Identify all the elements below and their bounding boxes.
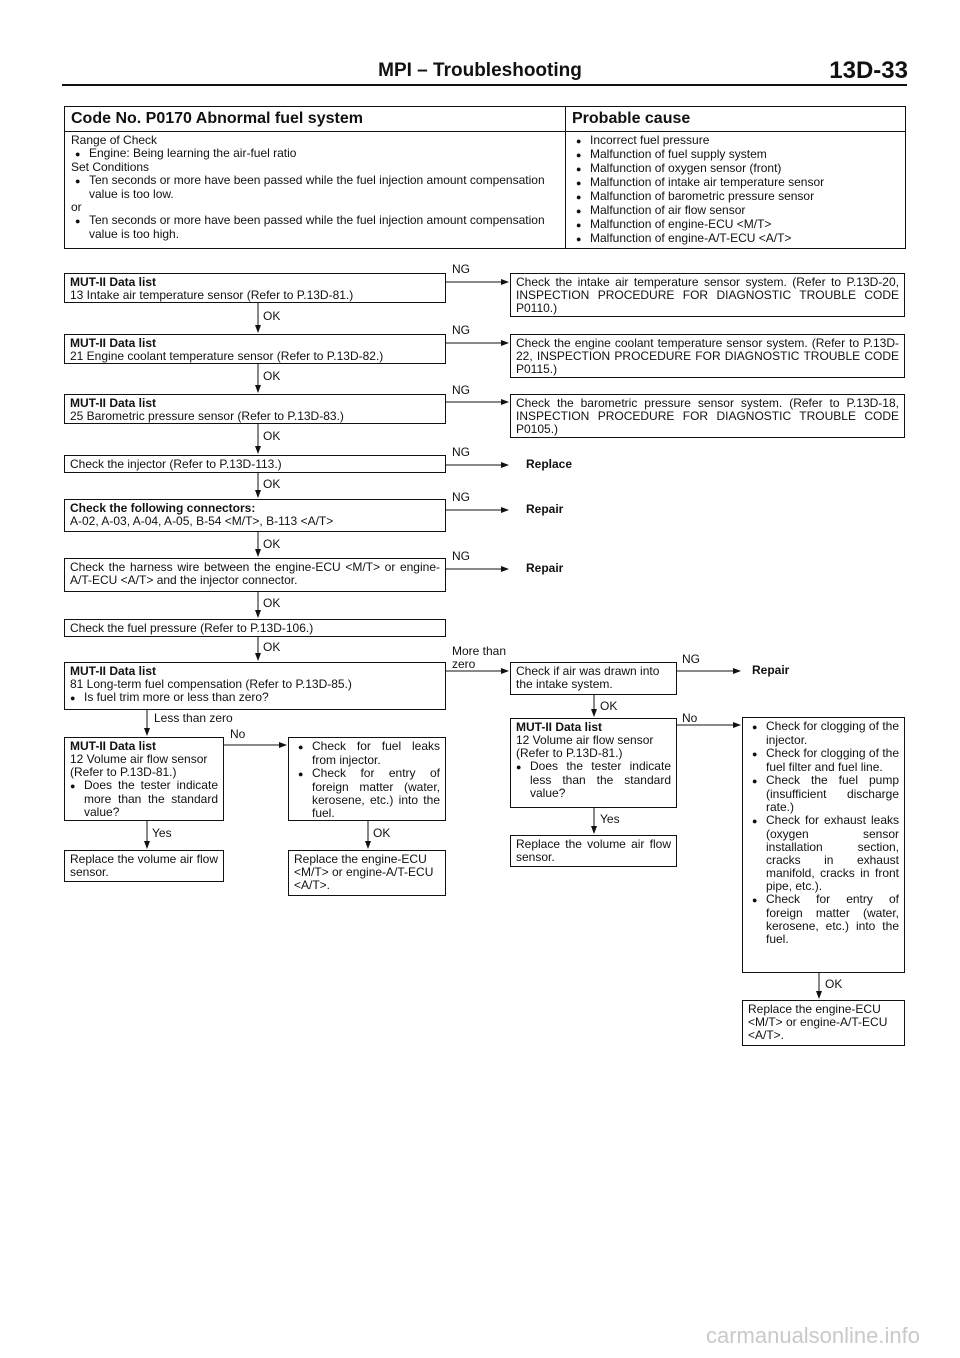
step5-text: A-02, A-03, A-04, A-05, B-54 <M/T>, B-113 <A/T> — [70, 514, 334, 528]
cause-item: ● Incorrect fuel pressure — [572, 134, 899, 148]
step5-title: Check the following connectors: — [70, 501, 256, 515]
cause-item: ● Malfunction of engine-ECU <M/T> — [572, 218, 899, 232]
step8-bullet: ● Is fuel trim more or less than zero? — [70, 691, 440, 705]
right-no-item: ● Check the fuel pump (insufficient discharge rate.) — [748, 774, 899, 814]
step2-title: MUT-II Data list — [70, 336, 157, 350]
right-air-ok-label: OK — [600, 699, 618, 713]
step1-box — [64, 273, 446, 303]
step1-title: MUT-II Data list — [70, 275, 157, 289]
right-no-item: ● Check for clogging of the fuel filter and fuel line. — [748, 747, 899, 774]
step1-ng-label: NG — [452, 262, 470, 276]
step2-text: 21 Engine coolant temperature sensor (Refer to P.13D-82.) — [70, 349, 384, 363]
right-no-item: ● Check for clogging of the injector. — [748, 720, 899, 747]
cause-item: ● Malfunction of barometric pressure sensor — [572, 190, 899, 204]
left-no-item: ● Check for fuel leaks from injector. — [294, 740, 440, 767]
right-air-ng-result: Repair — [752, 663, 790, 677]
set-item: ● Ten seconds or more have been passed while the fuel injection amount compensation value is too high. — [71, 214, 559, 241]
more-than-zero-label: More than zero — [452, 644, 507, 671]
code-heading: Code No. P0170 Abnormal fuel system — [65, 107, 566, 132]
step3-title: MUT-II Data list — [70, 396, 157, 410]
step2-ok-label: OK — [263, 369, 281, 383]
left-af-bullet: ● Does the tester indicate more than the standard value? — [70, 779, 218, 819]
step6-ng-result: Repair — [526, 561, 564, 575]
left-no-item: ● Check for entry of foreign matter (water, kerosene, etc.) into the fuel. — [294, 767, 440, 820]
step5-ok-label: OK — [263, 537, 281, 551]
left-ok-label: OK — [373, 826, 391, 840]
step6-ok-label: OK — [263, 596, 281, 610]
range-label: Range of Check — [71, 133, 158, 147]
right-air-box: Check if air was drawn into the intake system. — [510, 662, 677, 695]
right-af-bullet: ● Does the tester indicate less than the standard value? — [516, 760, 671, 800]
step8-box — [64, 662, 446, 710]
set-item: ● Ten seconds or more have been passed while the fuel injection amount compensation value is too low. — [71, 174, 559, 201]
step1-ng-box: Check the intake air temperature sensor system. (Refer to P.13D-20, INSPECTION PROCEDURE FOR DIAGNOSTIC TROUBLE CODE P0110.) — [510, 273, 905, 317]
less-than-zero-label: Less than zero — [154, 711, 233, 725]
step2-ng-box: Check the engine coolant temperature sensor system. (Refer to P.13D-22, INSPECTION PROCEDURE FOR DIAGNOSTIC TROUBLE CODE P0115.) — [510, 334, 905, 378]
cause-item: ● Malfunction of oxygen sensor (front) — [572, 162, 899, 176]
step5-box — [64, 499, 446, 532]
left-af-box — [64, 737, 224, 821]
or-label: or — [71, 200, 82, 214]
left-no-box — [288, 737, 446, 821]
cause-item: ● Malfunction of engine-A/T-ECU <A/T> — [572, 232, 899, 246]
step1-text: 13 Intake air temperature sensor (Refer to P.13D-81.) — [70, 288, 354, 302]
left-af-text: 12 Volume air flow sensor (Refer to P.13D-81.) — [70, 752, 208, 779]
step3-box — [64, 394, 446, 424]
right-af-text: 12 Volume air flow sensor (Refer to P.13D-81.) — [516, 733, 654, 760]
right-ok-label: OK — [825, 977, 843, 991]
right-no-item: ● Check for exhaust leaks (oxygen sensor installation section, cracks in exhaust manifold, cracks in front pipe, etc.). — [748, 814, 899, 893]
set-label: Set Conditions — [71, 160, 150, 174]
step3-ng-box: Check the barometric pressure sensor system. (Refer to P.13D-18, INSPECTION PROCEDURE FOR DIAGNOSTIC TROUBLE CODE P0105.) — [510, 394, 905, 438]
cause-item: ● Malfunction of intake air temperature sensor — [572, 176, 899, 190]
step3-ng-label: NG — [452, 383, 470, 397]
step6-ng-label: NG — [452, 549, 470, 563]
right-af-title: MUT-II Data list — [516, 720, 603, 734]
left-replace-af-box: Replace the volume air flow sensor. — [64, 850, 224, 882]
step1-ok-label: OK — [263, 309, 281, 323]
right-yes-label: Yes — [600, 812, 620, 826]
step2-box — [64, 334, 446, 364]
step6-box: Check the harness wire between the engine-ECU <M/T> or engine-A/T-ECU <A/T> and the injector connector. — [64, 558, 446, 592]
right-af-box — [510, 718, 677, 808]
site-watermark: carmanualsonline.info — [705, 1323, 920, 1348]
left-replace-ecu-box: Replace the engine-ECU <M/T> or engine-A/T-ECU <A/T>. — [288, 850, 446, 896]
step2-ng-label: NG — [452, 323, 470, 337]
step5-ng-result: Repair — [526, 502, 564, 516]
right-no-label: No — [682, 711, 698, 725]
step5-ng-label: NG — [452, 490, 470, 504]
cause-item: ● Malfunction of air flow sensor — [572, 204, 899, 218]
step7-box: Check the fuel pressure (Refer to P.13D-106.) — [64, 619, 446, 637]
step3-text: 25 Barometric pressure sensor (Refer to P.13D-83.) — [70, 409, 344, 423]
left-af-title: MUT-II Data list — [70, 739, 157, 753]
step3-ok-label: OK — [263, 429, 281, 443]
step4-ok-label: OK — [263, 477, 281, 491]
cause-heading: Probable cause — [566, 107, 906, 132]
step7-ok-label: OK — [263, 640, 281, 654]
cause-item: ● Malfunction of fuel supply system — [572, 148, 899, 162]
page-title: MPI – Troubleshooting — [378, 60, 582, 81]
right-no-box — [742, 717, 905, 973]
step4-box: Check the injector (Refer to P.13D-113.) — [64, 455, 446, 473]
right-no-item: ● Check for entry of foreign matter (water, kerosene, etc.) into the fuel. — [748, 893, 899, 946]
page-number: 13D-33 — [829, 57, 908, 84]
right-replace-ecu-box: Replace the engine-ECU <M/T> or engine-A/T-ECU <A/T>. — [742, 1000, 905, 1046]
right-replace-af-box: Replace the volume air flow sensor. — [510, 835, 677, 867]
range-item: ● Engine: Being learning the air-fuel ratio — [71, 147, 559, 161]
right-air-ng-label: NG — [682, 652, 700, 666]
step8-text: 81 Long-term fuel compensation (Refer to P.13D-85.) — [70, 677, 352, 691]
step4-ng-result: Replace — [526, 457, 573, 471]
step8-title: MUT-II Data list — [70, 664, 157, 678]
step4-ng-label: NG — [452, 445, 470, 459]
left-yes-label: Yes — [152, 826, 172, 840]
left-no-label: No — [230, 727, 246, 741]
